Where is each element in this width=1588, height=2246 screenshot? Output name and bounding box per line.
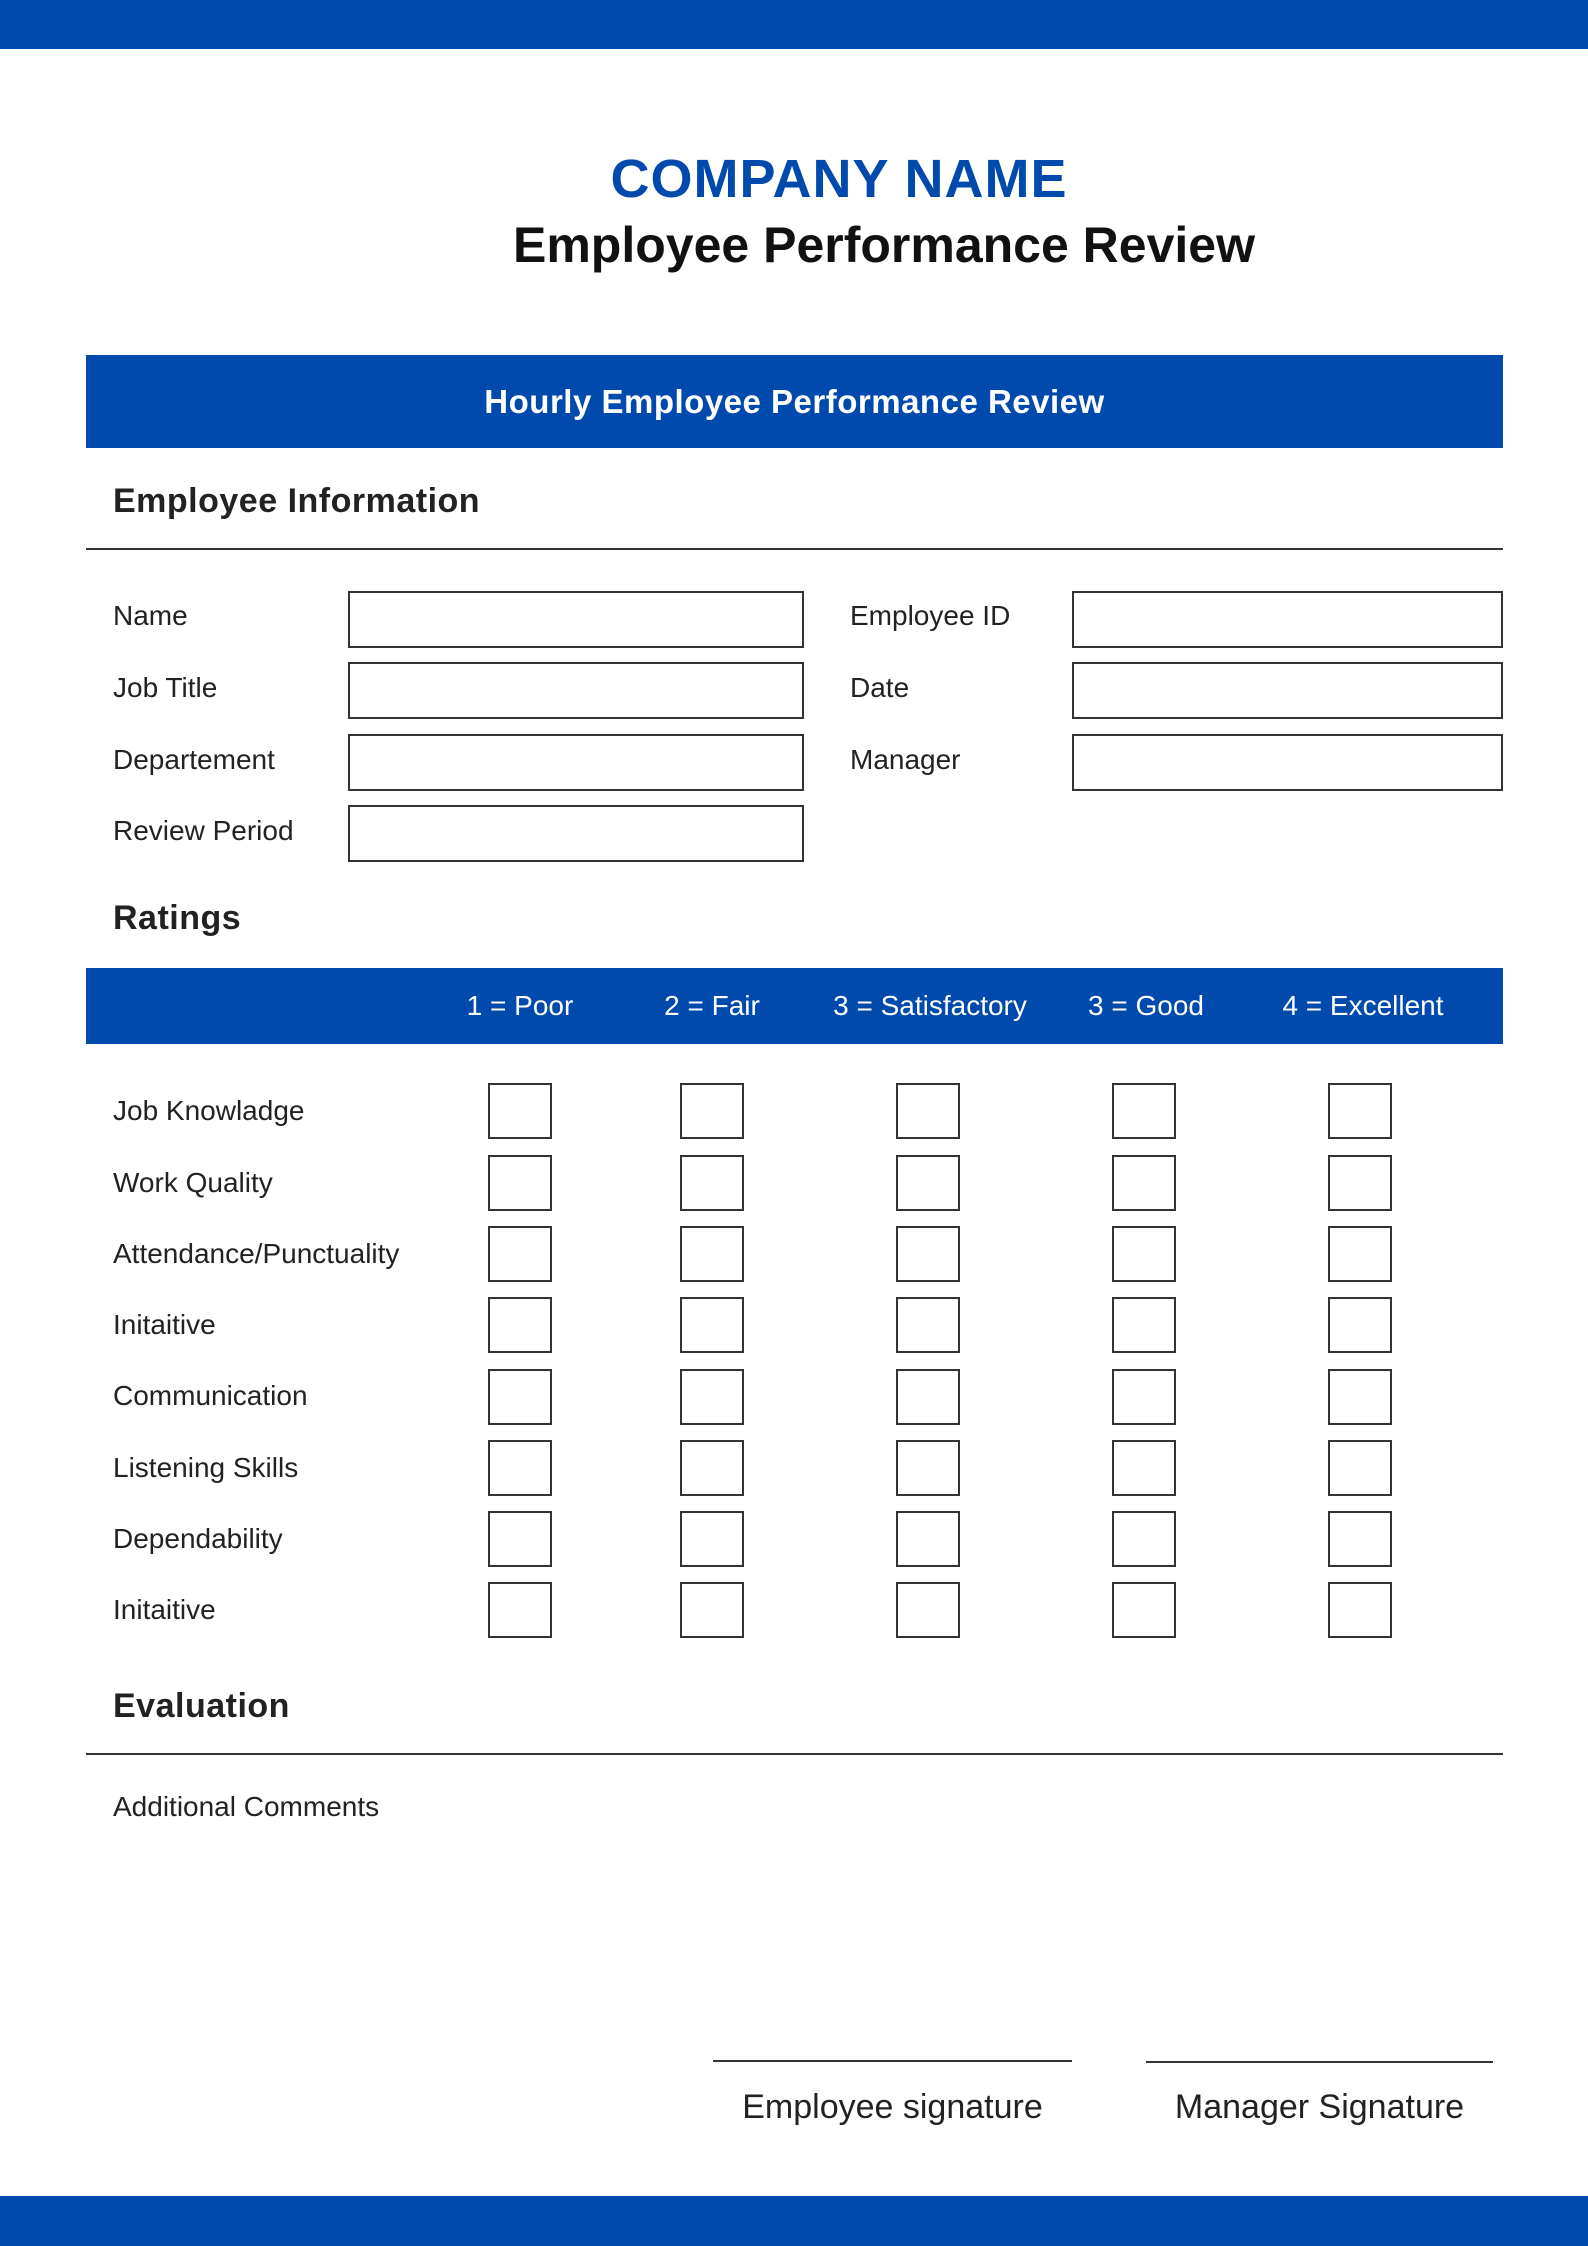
employee-id-field[interactable] xyxy=(1072,591,1503,648)
name-label: Name xyxy=(113,600,188,631)
rating-checkbox[interactable] xyxy=(680,1297,744,1353)
rating-col-poor: 1 = Poor xyxy=(466,990,574,1021)
department-label: Departement xyxy=(113,744,275,775)
rating-checkbox[interactable] xyxy=(1112,1083,1176,1139)
additional-comments-area[interactable] xyxy=(113,1840,1507,2024)
job-title-field[interactable] xyxy=(348,662,804,719)
criterion-label: Work Quality xyxy=(113,1167,273,1198)
rating-checkbox[interactable] xyxy=(1328,1297,1392,1353)
form-banner: Hourly Employee Performance Review xyxy=(86,355,1503,448)
rating-checkbox[interactable] xyxy=(488,1440,552,1496)
manager-signature-line[interactable] xyxy=(1146,2061,1493,2063)
rating-checkbox[interactable] xyxy=(896,1511,960,1567)
rating-checkbox[interactable] xyxy=(488,1511,552,1567)
rating-checkbox[interactable] xyxy=(1328,1083,1392,1139)
evaluation-heading: Evaluation xyxy=(113,1687,290,1725)
rating-checkbox[interactable] xyxy=(680,1369,744,1425)
criterion-label: Dependability xyxy=(113,1523,283,1554)
employee-signature-label: Employee signature xyxy=(742,2088,1043,2126)
bottom-color-bar xyxy=(0,2196,1588,2246)
date-label: Date xyxy=(850,672,910,703)
rating-checkbox[interactable] xyxy=(1112,1155,1176,1211)
criterion-label: Communication xyxy=(113,1380,308,1411)
department-field[interactable] xyxy=(348,734,804,791)
rating-checkbox[interactable] xyxy=(1112,1440,1176,1496)
rating-checkbox[interactable] xyxy=(896,1582,960,1638)
rating-checkbox[interactable] xyxy=(896,1155,960,1211)
additional-comments-label: Additional Comments xyxy=(113,1791,380,1822)
rating-checkbox[interactable] xyxy=(488,1083,552,1139)
rating-checkbox[interactable] xyxy=(680,1226,744,1282)
name-field[interactable] xyxy=(348,591,804,648)
rating-checkbox[interactable] xyxy=(896,1297,960,1353)
rating-checkbox[interactable] xyxy=(488,1155,552,1211)
review-period-label: Review Period xyxy=(113,815,294,846)
company-name: COMPANY NAME xyxy=(610,149,1068,209)
rating-checkbox[interactable] xyxy=(488,1582,552,1638)
evaluation-divider xyxy=(86,1753,1503,1755)
rating-checkbox[interactable] xyxy=(896,1083,960,1139)
criterion-label: Initaitive xyxy=(113,1594,216,1625)
criterion-label: Listening Skills xyxy=(113,1452,299,1483)
job-title-label: Job Title xyxy=(113,672,218,703)
rating-checkbox[interactable] xyxy=(1328,1226,1392,1282)
date-field[interactable] xyxy=(1072,662,1503,719)
rating-checkbox[interactable] xyxy=(1328,1440,1392,1496)
rating-checkbox[interactable] xyxy=(680,1083,744,1139)
rating-checkbox[interactable] xyxy=(488,1297,552,1353)
employee-id-label: Employee ID xyxy=(850,600,1011,631)
rating-col-fair: 2 = Fair xyxy=(664,990,760,1021)
rating-checkbox[interactable] xyxy=(1112,1582,1176,1638)
ratings-heading: Ratings xyxy=(113,899,242,937)
rating-checkbox[interactable] xyxy=(1328,1511,1392,1567)
criterion-label: Attendance/Punctuality xyxy=(113,1238,400,1269)
employee-info-heading: Employee Information xyxy=(113,482,481,520)
document-title: Employee Performance Review xyxy=(513,217,1255,273)
review-period-field[interactable] xyxy=(348,805,804,862)
rating-checkbox[interactable] xyxy=(1328,1369,1392,1425)
rating-checkbox[interactable] xyxy=(1328,1582,1392,1638)
manager-label: Manager xyxy=(850,744,961,775)
rating-checkbox[interactable] xyxy=(680,1511,744,1567)
employee-info-divider xyxy=(86,548,1503,550)
rating-checkbox[interactable] xyxy=(1112,1297,1176,1353)
rating-checkbox[interactable] xyxy=(680,1582,744,1638)
rating-col-good: 3 = Good xyxy=(1088,990,1204,1021)
manager-signature-label: Manager Signature xyxy=(1174,2088,1465,2126)
rating-checkbox[interactable] xyxy=(488,1226,552,1282)
rating-checkbox[interactable] xyxy=(1112,1511,1176,1567)
rating-checkbox[interactable] xyxy=(680,1440,744,1496)
rating-checkbox[interactable] xyxy=(896,1440,960,1496)
rating-checkbox[interactable] xyxy=(680,1155,744,1211)
rating-col-excellent: 4 = Excellent xyxy=(1282,990,1444,1021)
manager-field[interactable] xyxy=(1072,734,1503,791)
rating-checkbox[interactable] xyxy=(896,1226,960,1282)
rating-checkbox[interactable] xyxy=(1112,1226,1176,1282)
top-color-bar xyxy=(0,0,1588,49)
rating-checkbox[interactable] xyxy=(896,1369,960,1425)
rating-col-satisfactory: 3 = Satisfactory xyxy=(833,990,1027,1021)
rating-checkbox[interactable] xyxy=(1328,1155,1392,1211)
rating-checkbox[interactable] xyxy=(488,1369,552,1425)
criterion-label: Job Knowladge xyxy=(113,1095,305,1126)
rating-checkbox[interactable] xyxy=(1112,1369,1176,1425)
criterion-label: Initaitive xyxy=(113,1309,216,1340)
employee-signature-line[interactable] xyxy=(713,2060,1072,2062)
